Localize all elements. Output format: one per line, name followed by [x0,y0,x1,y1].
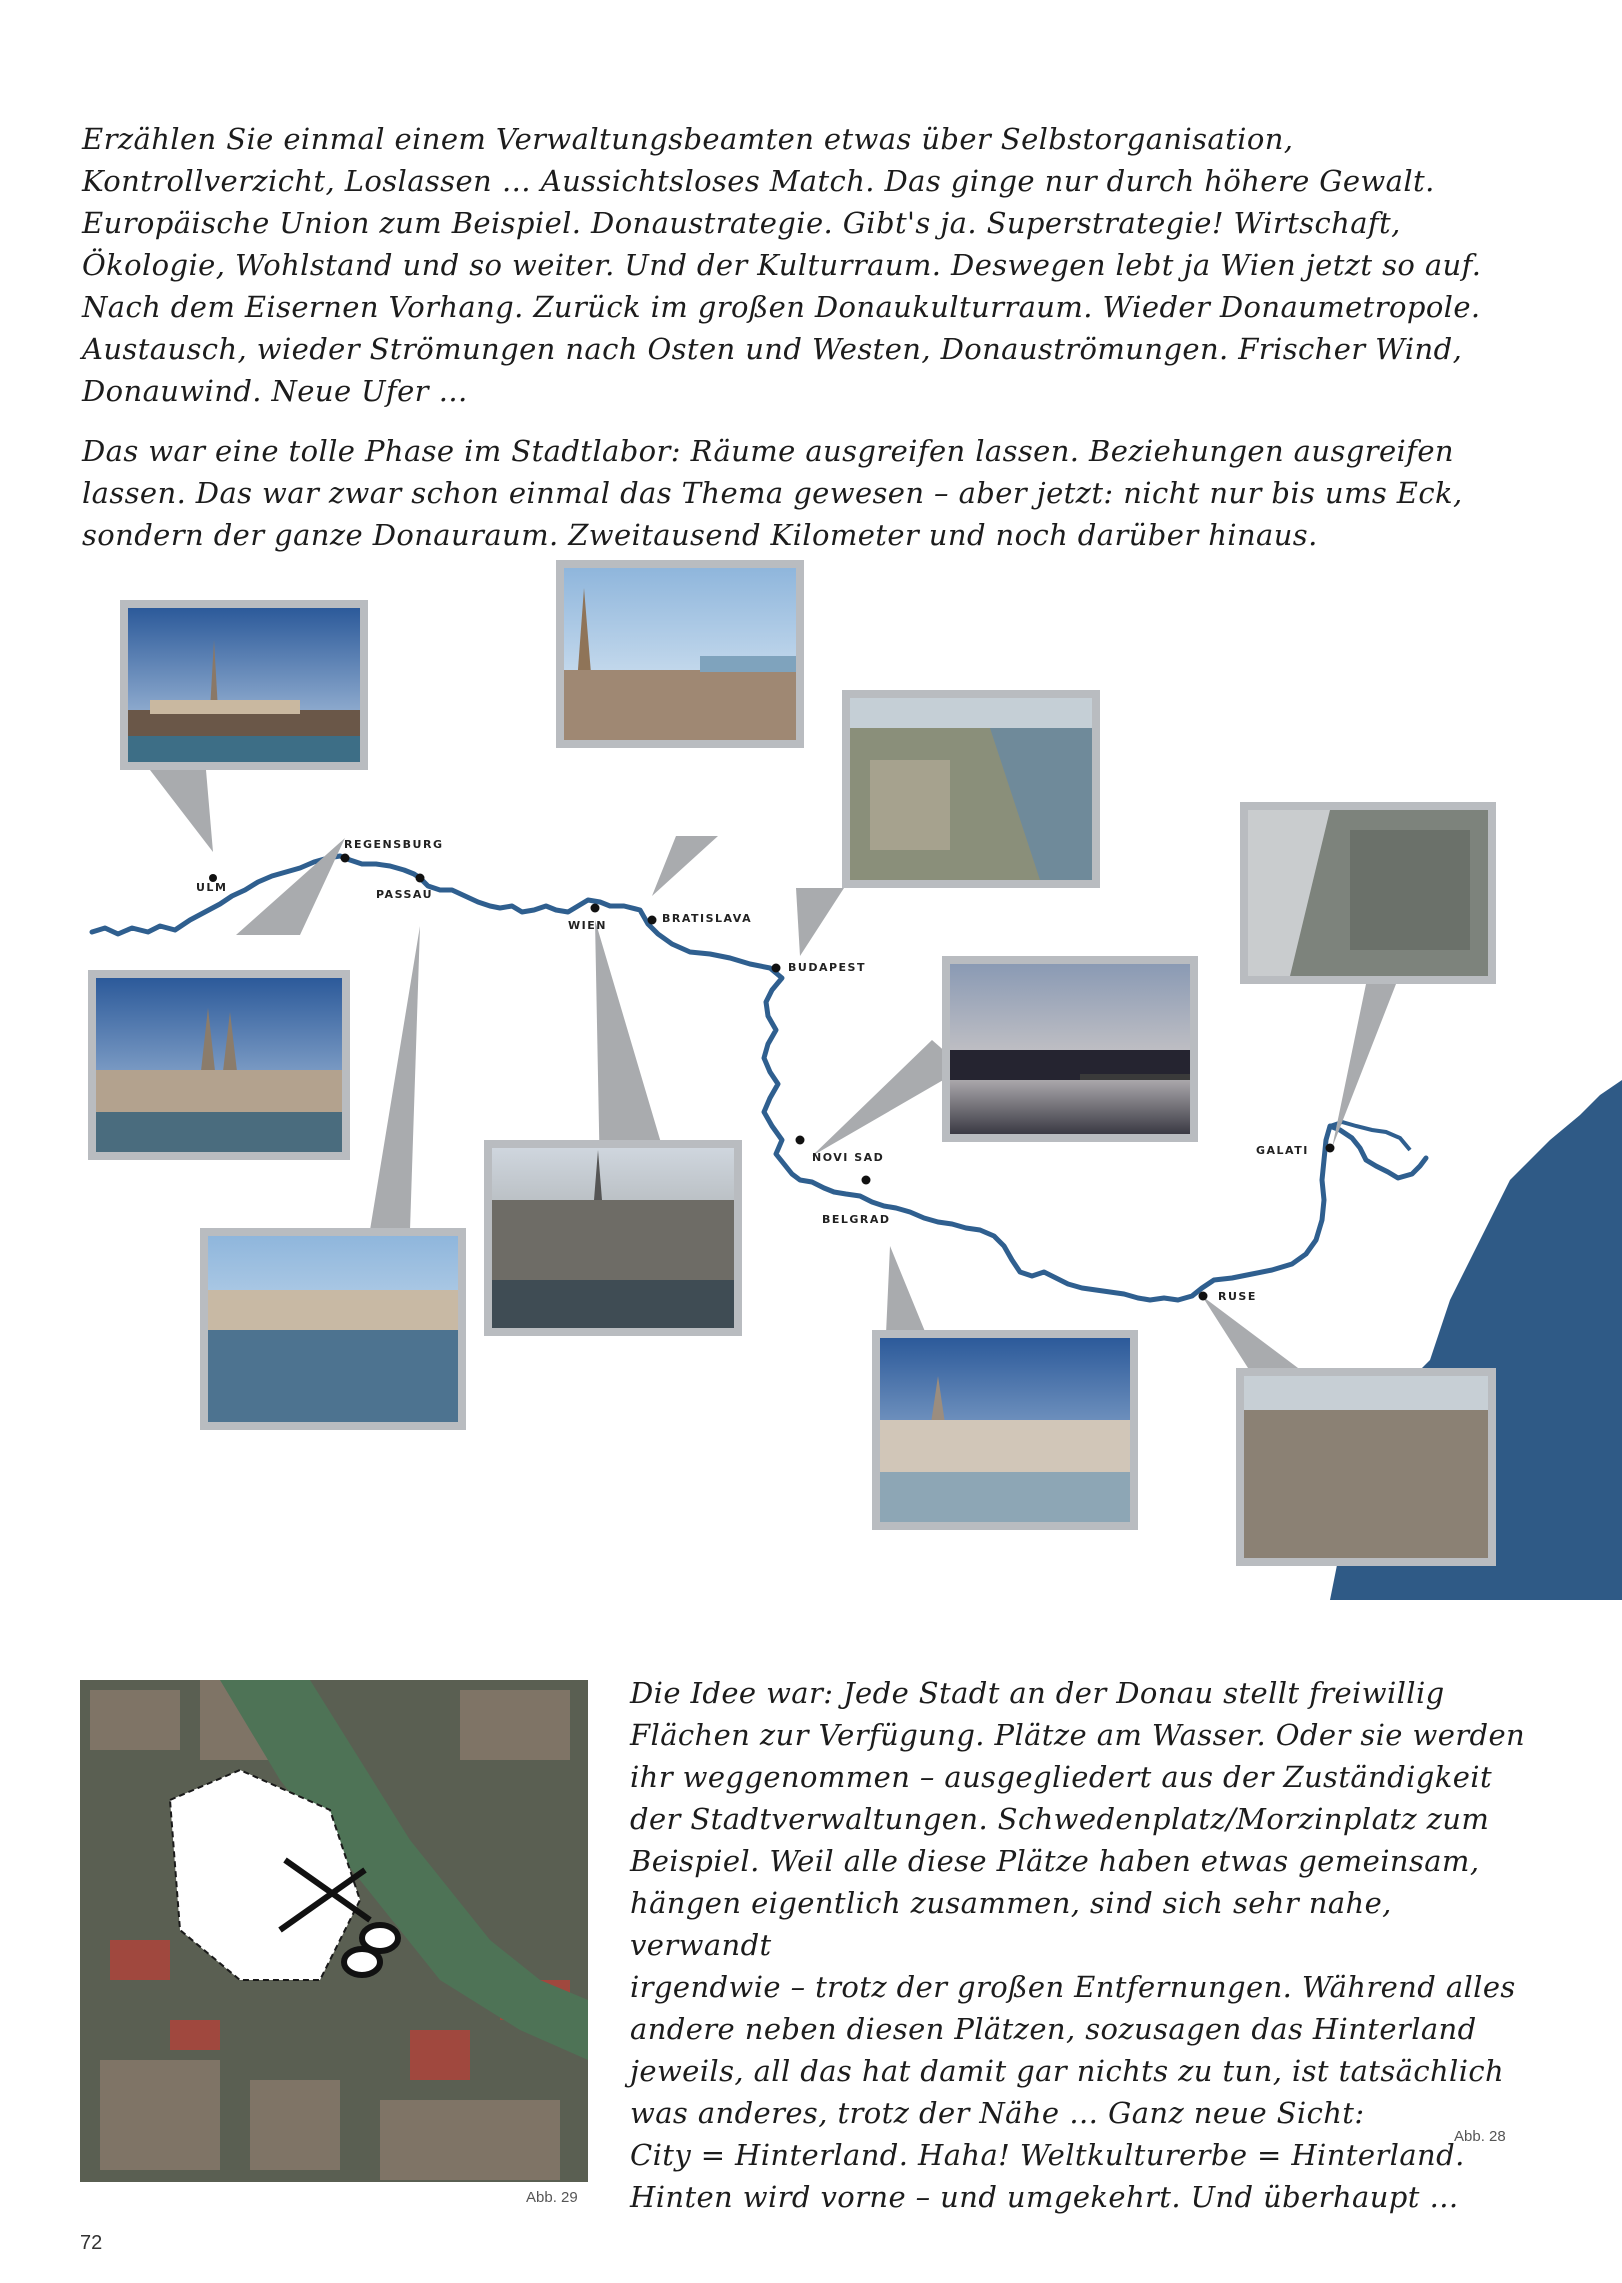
city-label-budapest: BUDAPEST [788,961,866,974]
city-label-bratislava: BRATISLAVA [662,912,753,925]
page-number: 72 [80,2232,103,2254]
photo-bratislava [556,560,804,748]
city-label-novi-sad: NOVI SAD [812,1151,885,1164]
city-label-regensburg: REGENSBURG [344,838,444,851]
photo-wien-night [942,956,1198,1142]
city-label-ruse: RUSE [1218,1290,1257,1303]
city-label-belgrad: BELGRAD [822,1213,891,1226]
aerial-photo-svg [80,1680,588,2182]
photo-ruse [1236,1368,1496,1566]
danube-map [0,560,1622,1600]
danube-delta-arm [1330,1122,1410,1150]
intro-text [82,118,1552,574]
photo-belgrad [872,1330,1138,1530]
intro-paragraph-2: Das war eine tolle Phase im Stadtlabor: Räume ausgreifen lassen. Beziehungen ausgreifen lassen. Das war zwar schon einmal das Thema gewesen – aber jetzt: nicht nur bis ums Eck, sondern der ganze Donauraum. Zweitausend Kilometer und noch darüber hinaus. [82,434,1463,552]
photo-regensburg [88,970,350,1160]
figure-caption-29: Abb. 29 [526,2189,578,2206]
aerial-photo-schwedenplatz [80,1680,588,2182]
photo-wien-city [484,1140,742,1336]
city-label-passau: PASSAU [376,888,434,901]
photo-passau [200,1228,466,1430]
figure-caption-28: Abb. 28 [1454,2128,1506,2145]
story-text: Die Idee war: Jede Stadt an der Donau stellt freiwillig Flächen zur Verfügung. Plätze am Wasser. Oder sie werden ihr weggenommen – ausgegliedert aus der Zuständigkeit der Stadtverwaltungen. Schwedenplatz/Morzinplatz zum Beispiel. Weil alle diese Plätze haben etwas gemeinsam, hängen eigentlich zusammen, sind sich sehr nahe, verwandt irgendwie – trotz der großen Entfernungen. Während alles andere neben diesen Plätzen, sozusagen das Hinterland jeweils, all das hat damit gar nichts zu tun, ist tatsächlich was anderes, trotz der Nähe … Ganz neue Sicht: City = Hinterland. Haha! Weltkulturerbe = Hinterland. Hinten wird vorne – und umgekehrt. Und überhaupt … [630,1676,1526,2214]
intro-paragraph-1: Erzählen Sie einmal einem Verwaltungsbeamten etwas über Selbstorganisation, Kontrollverzicht, Loslassen … Aussichtsloses Match. Das ginge nur durch höhere Gewalt. Europäische Union zum Beispiel. Donaustrategie. Gibt's ja. Superstrategie! Wirtschaft, Ökologie, Wohlstand und so weiter. Und der Kulturraum. Deswegen lebt ja Wien jetzt so auf. Nach dem Eisernen Vorhang. Zurück im großen Donaukulturraum. Wieder Donaumetropole. Austausch, wieder Strömungen nach Osten und Westen, Donauströmungen. Frischer Wind, Donauwind. Neue Ufer … [82,122,1482,408]
city-label-galati: GALATI [1256,1144,1309,1157]
photo-budapest [842,690,1100,888]
city-label-ulm: ULM [196,881,228,894]
photo-ulm [120,600,368,770]
photo-galati [1240,802,1496,984]
city-label-wien: WIEN [568,919,607,932]
